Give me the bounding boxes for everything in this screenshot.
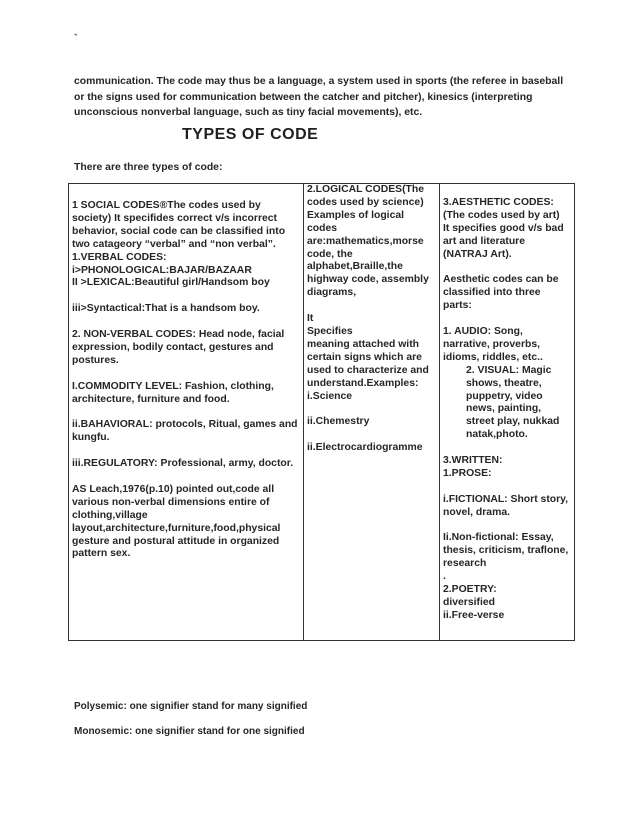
stray-mark: ` (74, 33, 78, 45)
page-title: TYPES OF CODE (182, 126, 319, 143)
polysemic-definition: Polysemic: one signifier stand for many signified (74, 701, 308, 712)
aesthetic-visual: 2. VISUAL: Magic shows, theatre, puppetry, video news, painting, street play, nukkad natak,photo. (466, 364, 560, 441)
intro-paragraph: communication. The code may thus be a language, a system used in sports (the referee in baseball or the signs used for communication between the catcher and pitcher), kinesics (interpreting unconscious nonverbal language, such as tiny facial movements), etc. (74, 76, 564, 118)
aesthetic-codes-cell (440, 184, 575, 641)
lead-sentence: There are three types of code: (74, 162, 223, 173)
logical-codes-cell: 2.LOGICAL CODES(The codes used by science) Examples of logical codes are:mathematics,morse code, the alphabet,Braille,the highway code, assembly diagrams, It Specifies meaning attached with certain signs which are used to characterize and understand.Examples: i.Science ii.Chemestry ii.Electrocardiogramme (304, 184, 440, 641)
aesthetic-intro: 3.AESTHETIC CODES: (The codes used by art) It specifies good v/s bad art and literature (NATRAJ Art). Aesthetic codes can be classified into three parts: 1. AUDIO: Song, narrative, proverbs, idioms, riddles, etc.. (443, 196, 564, 363)
table-row (69, 184, 575, 641)
types-of-code-table (68, 183, 575, 641)
social-codes-cell: 1 SOCIAL CODES®The codes used by society) It specifides correct v/s incorrect behavior, social code can be classified into two catageory “verbal” and “non verbal”. 1.VERBAL CODES: i>PHONOLOGICAL:BAJAR/BAZAAR II >LEXICAL:Beautiful girl/Handsom boy iii>Syntactical:That is a handsom boy. 2. NON-VERBAL CODES: Head node, facial expression, bodily contact, gestures and postures. I.COMMODITY LEVEL: Fashion, clothing, architecture, furniture and food. ii.BAHAVIORAL: protocols, Ritual, games and kungfu. iii.REGULATORY: Professional, army, doctor. AS Leach,1976(p.10) pointed out,code all various non-verbal dimensions entire of clothing,village layout,architecture,furniture,food,physical gesture and postural attitude in organized pattern sex. (69, 184, 304, 641)
monosemic-definition: Monosemic: one signifier stand for one signified (74, 726, 305, 737)
aesthetic-written: 3.WRITTEN: 1.PROSE: i.FICTIONAL: Short story, novel, drama. Ii.Non-fictional: Essay, thesis, criticism, traflone, research . 2.POETRY: diversified ii.Free-verse (443, 455, 569, 621)
